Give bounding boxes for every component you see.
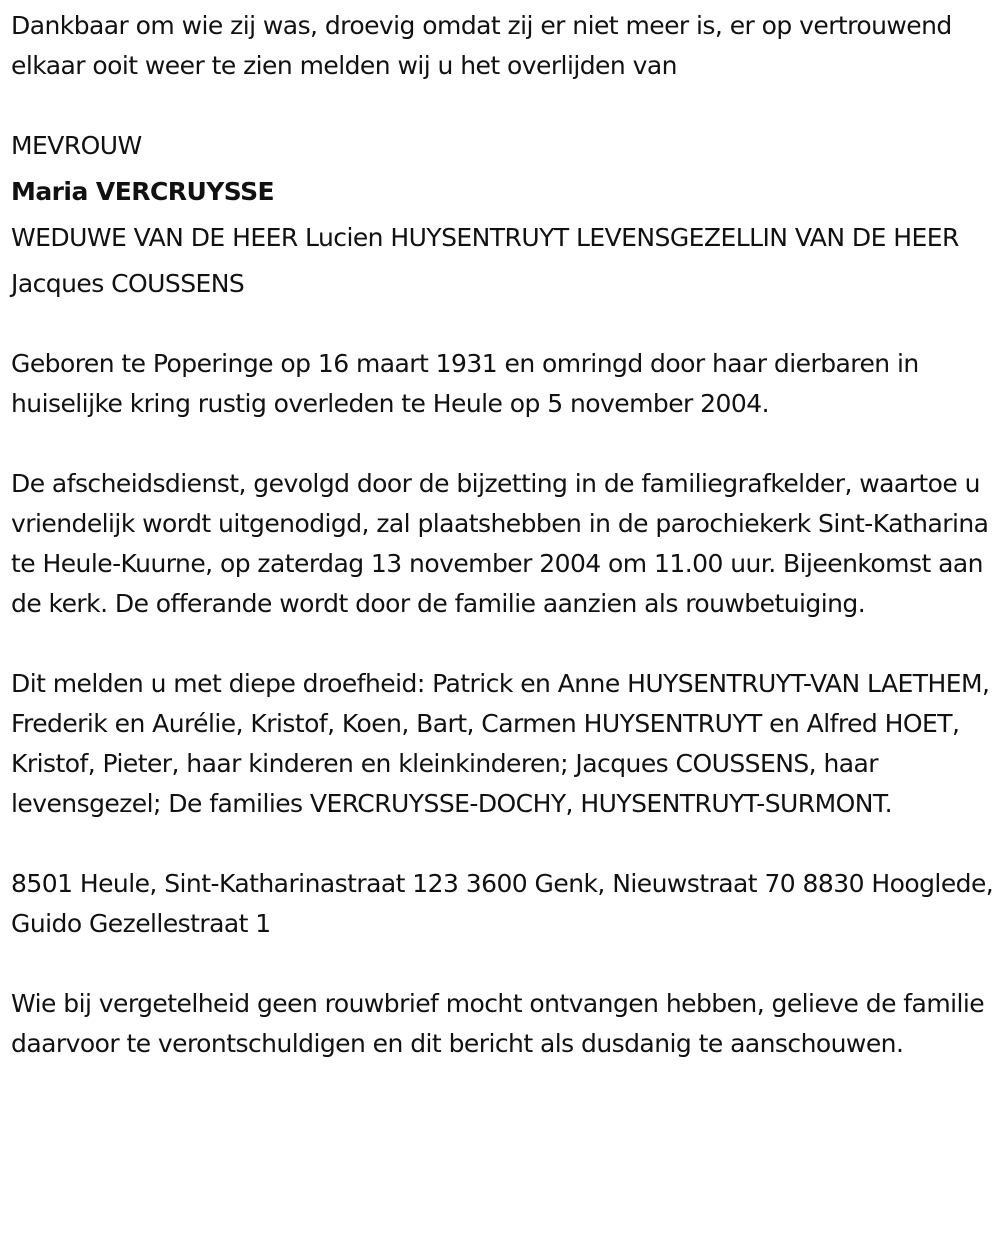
birth-death-paragraph: Geboren te Poperinge op 16 maart 1931 en omringd door haar dierbaren in huiselijke kring rustig overleden te Heule op 5 november 2004.	[11, 349, 919, 418]
deceased-name: Maria VERCRUYSSE	[11, 177, 275, 206]
intro-paragraph: Dankbaar om wie zij was, droevig omdat zij er niet meer is, er op vertrouwend elkaar ooit weer te zien melden wij u het overlijden van	[11, 11, 952, 80]
addresses-paragraph: 8501 Heule, Sint-Katharinastraat 123 3600 Genk, Nieuwstraat 70 8830 Hooglede, Guido Gezellestraat 1	[11, 869, 994, 938]
partner-name: Jacques COUSSENS	[11, 269, 245, 298]
widow-status-line: WEDUWE VAN DE HEER Lucien HUYSENTRUYT LEVENSGEZELLIN VAN DE HEER	[11, 223, 959, 252]
family-paragraph: Dit melden u met diepe droefheid: Patrick en Anne HUYSENTRUYT-VAN LAETHEM, Frederik en Aurélie, Kristof, Koen, Bart, Carmen HUYSENTRUYT en Alfred HOET, Kristof, Pieter, haar kinderen en kleinkinderen; Jacques COUSSENS, haar levensgezel; De families VERCRUYSSE-DOCHY, HUYSENTRUYT-SURMONT.	[11, 669, 990, 818]
honorific-title: MEVROUW	[11, 131, 142, 160]
closing-paragraph: Wie bij vergetelheid geen rouwbrief mocht ontvangen hebben, gelieve de familie daarvoor te verontschuldigen en dit bericht als dusdanig te aanschouwen.	[11, 989, 985, 1058]
service-paragraph: De afscheidsdienst, gevolgd door de bijzetting in de familiegrafkelder, waartoe u vriendelijk wordt uitgenodigd, zal plaatshebben in de parochiekerk Sint-Katharina te Heule-Kuurne, op zaterdag 13 november 2004 om 11.00 uur. Bijeenkomst aan de kerk. De offerande wordt door de familie aanzien als rouwbetuiging.	[11, 469, 989, 618]
obituary-document	[11, 6, 995, 1104]
